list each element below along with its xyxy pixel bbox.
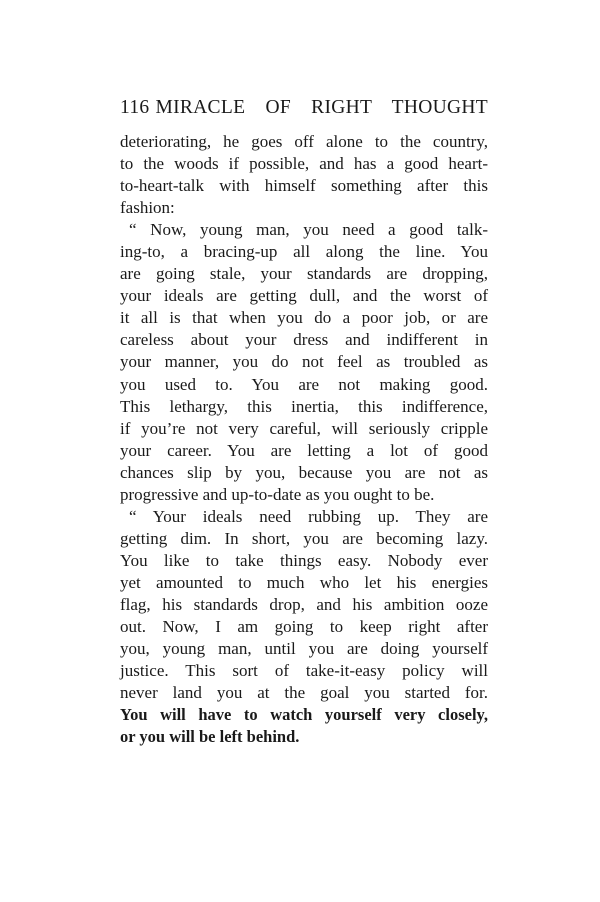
text-line: flag, his standards drop, and his ambition ooze [120, 594, 488, 614]
text-line: You will have to watch yourself very closely, [120, 705, 488, 725]
book-page [120, 94, 488, 748]
text-line: progressive and up-to-date as you ought to be. [120, 484, 435, 504]
text-line: getting dim. In short, you are becoming lazy. [120, 528, 488, 548]
text-line: you used to. You are not making good. [120, 374, 488, 394]
text-line: You like to take things easy. Nobody ever [120, 550, 488, 570]
text-line: deteriorating, he goes off alone to the country, [120, 132, 488, 151]
paragraph [120, 506, 488, 749]
text-line: or you will be left behind. [120, 727, 300, 747]
text-line: ing-to, a bracing-up all along the line. You [120, 242, 488, 262]
text-line: “ Your ideals need rubbing up. They are [129, 506, 488, 526]
paragraph [120, 219, 488, 506]
paragraph [120, 131, 488, 219]
running-title: MIRACLE OF RIGHT THOUGHT [155, 97, 488, 118]
text-line: out. Now, I am going to keep right after [120, 617, 488, 637]
text-line: you, young man, until you are doing yourself [120, 639, 488, 659]
body-text [120, 131, 488, 748]
text-line: never land you at the goal you started for. [120, 683, 488, 703]
text-line: are going stale, your standards are dropping, [120, 264, 488, 284]
text-line: “ Now, young man, you need a good talk- [129, 220, 488, 240]
text-line: it all is that when you do a poor job, or are [120, 308, 488, 328]
running-header [120, 94, 488, 124]
text-line: to-heart-talk with himself something after this [120, 176, 488, 196]
text-line: yet amounted to much who let his energies [120, 572, 488, 592]
page-number: 116 [120, 97, 150, 118]
text-line: careless about your dress and indifferent in [120, 330, 488, 350]
text-line: This lethargy, this inertia, this indifference, [120, 396, 488, 416]
text-line: your ideals are getting dull, and the worst of [120, 286, 488, 306]
text-line: chances slip by you, because you are not as [120, 462, 488, 482]
text-line: to the woods if possible, and has a good heart- [120, 154, 488, 174]
text-line: justice. This sort of take-it-easy policy will [120, 661, 488, 681]
text-line: your manner, you do not feel as troubled as [120, 352, 488, 372]
text-line: fashion: [120, 198, 175, 218]
text-line: your career. You are letting a lot of good [120, 440, 488, 460]
text-line: if you’re not very careful, will seriously cripple [120, 418, 488, 438]
